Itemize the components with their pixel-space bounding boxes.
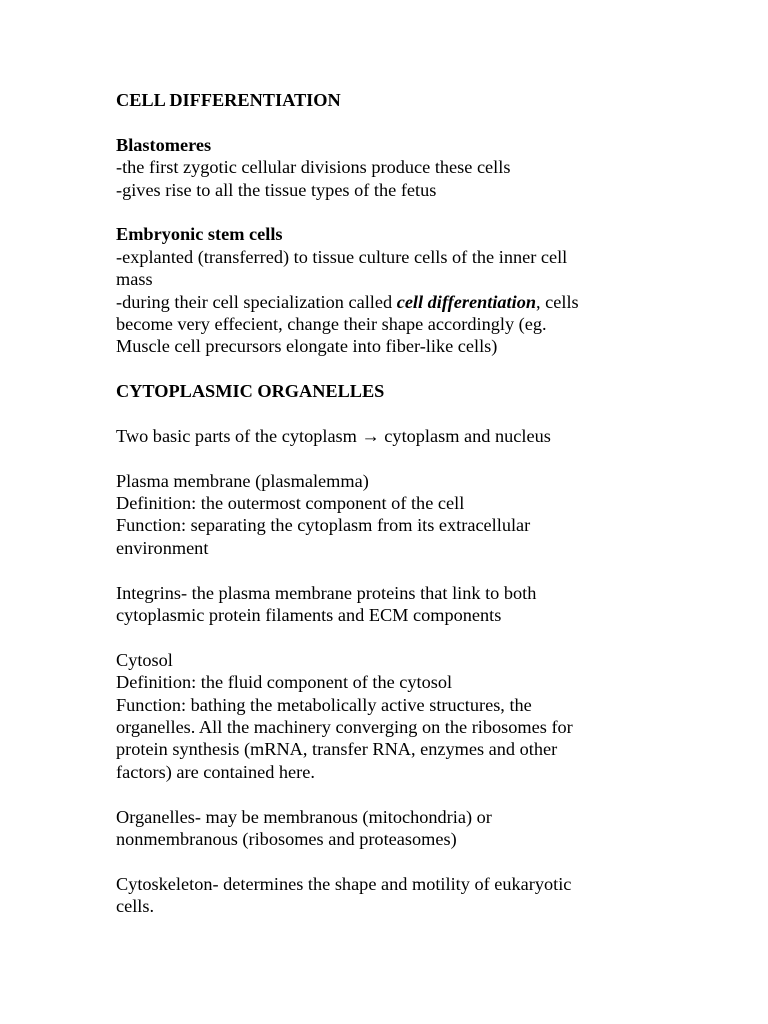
embryonic-line-text: , cells	[536, 291, 579, 312]
blastomeres-line: -the first zygotic cellular divisions produce these cells	[116, 157, 511, 178]
two-parts-line: Two basic parts of the cytoplasm → cytoplasm and nucleus	[116, 425, 551, 446]
embryonic-line	[116, 291, 636, 313]
spacer	[116, 111, 636, 133]
spacer	[116, 447, 636, 469]
blastomeres-line: -gives rise to all the tissue types of the fetus	[116, 179, 437, 200]
spacer	[116, 559, 636, 581]
spacer	[116, 358, 636, 380]
embryonic-line: become very effecient, change their shape accordingly (eg.	[116, 313, 547, 334]
plasma-membrane-function: Function: separating the cytoplasm from its extracellular	[116, 515, 531, 536]
cytosol-function: protein synthesis (mRNA, transfer RNA, enzymes and other	[116, 739, 558, 760]
integrins-line: cytoplasmic protein filaments and ECM components	[116, 604, 502, 625]
cytosol-heading: Cytosol	[116, 649, 173, 670]
cytosol-definition: Definition: the fluid component of the cytosol	[116, 672, 453, 693]
embryonic-stem-cells-heading: Embryonic stem cells	[116, 224, 283, 245]
cytosol-function: organelles. All the machinery converging on the ribosomes for	[116, 716, 573, 737]
organelles-line: nonmembranous (ribosomes and proteasomes)	[116, 828, 457, 849]
cytosol-function: Function: bathing the metabolically active structures, the	[116, 694, 532, 715]
spacer	[116, 783, 636, 805]
document-page	[116, 89, 636, 917]
spacer	[116, 626, 636, 648]
plasma-membrane-definition: Definition: the outermost component of the cell	[116, 493, 465, 514]
blastomeres-heading: Blastomeres	[116, 134, 212, 155]
plasma-membrane-function: environment	[116, 537, 209, 558]
embryonic-line: mass	[116, 269, 153, 290]
cytosol-function: factors) are contained here.	[116, 761, 315, 782]
spacer	[116, 402, 636, 424]
embryonic-line: -explanted (transferred) to tissue culture cells of the inner cell	[116, 246, 568, 267]
plasma-membrane-heading: Plasma membrane (plasmalemma)	[116, 470, 369, 491]
cytoskeleton-line: cells.	[116, 896, 155, 917]
cytoplasmic-organelles-title: CYTOPLASMIC ORGANELLES	[116, 381, 385, 402]
spacer	[116, 201, 636, 223]
cell-differentiation-term: cell differentiation	[396, 291, 536, 312]
cytoskeleton-line: Cytoskeleton- determines the shape and motility of eukaryotic	[116, 873, 572, 894]
spacer	[116, 850, 636, 872]
integrins-line: Integrins- the plasma membrane proteins that link to both	[116, 582, 537, 603]
embryonic-line: Muscle cell precursors elongate into fiber-like cells)	[116, 336, 498, 357]
document-title: CELL DIFFERENTIATION	[116, 90, 341, 110]
organelles-line: Organelles- may be membranous (mitochondria) or	[116, 806, 492, 827]
embryonic-line-text: -during their cell specialization called	[116, 291, 397, 312]
